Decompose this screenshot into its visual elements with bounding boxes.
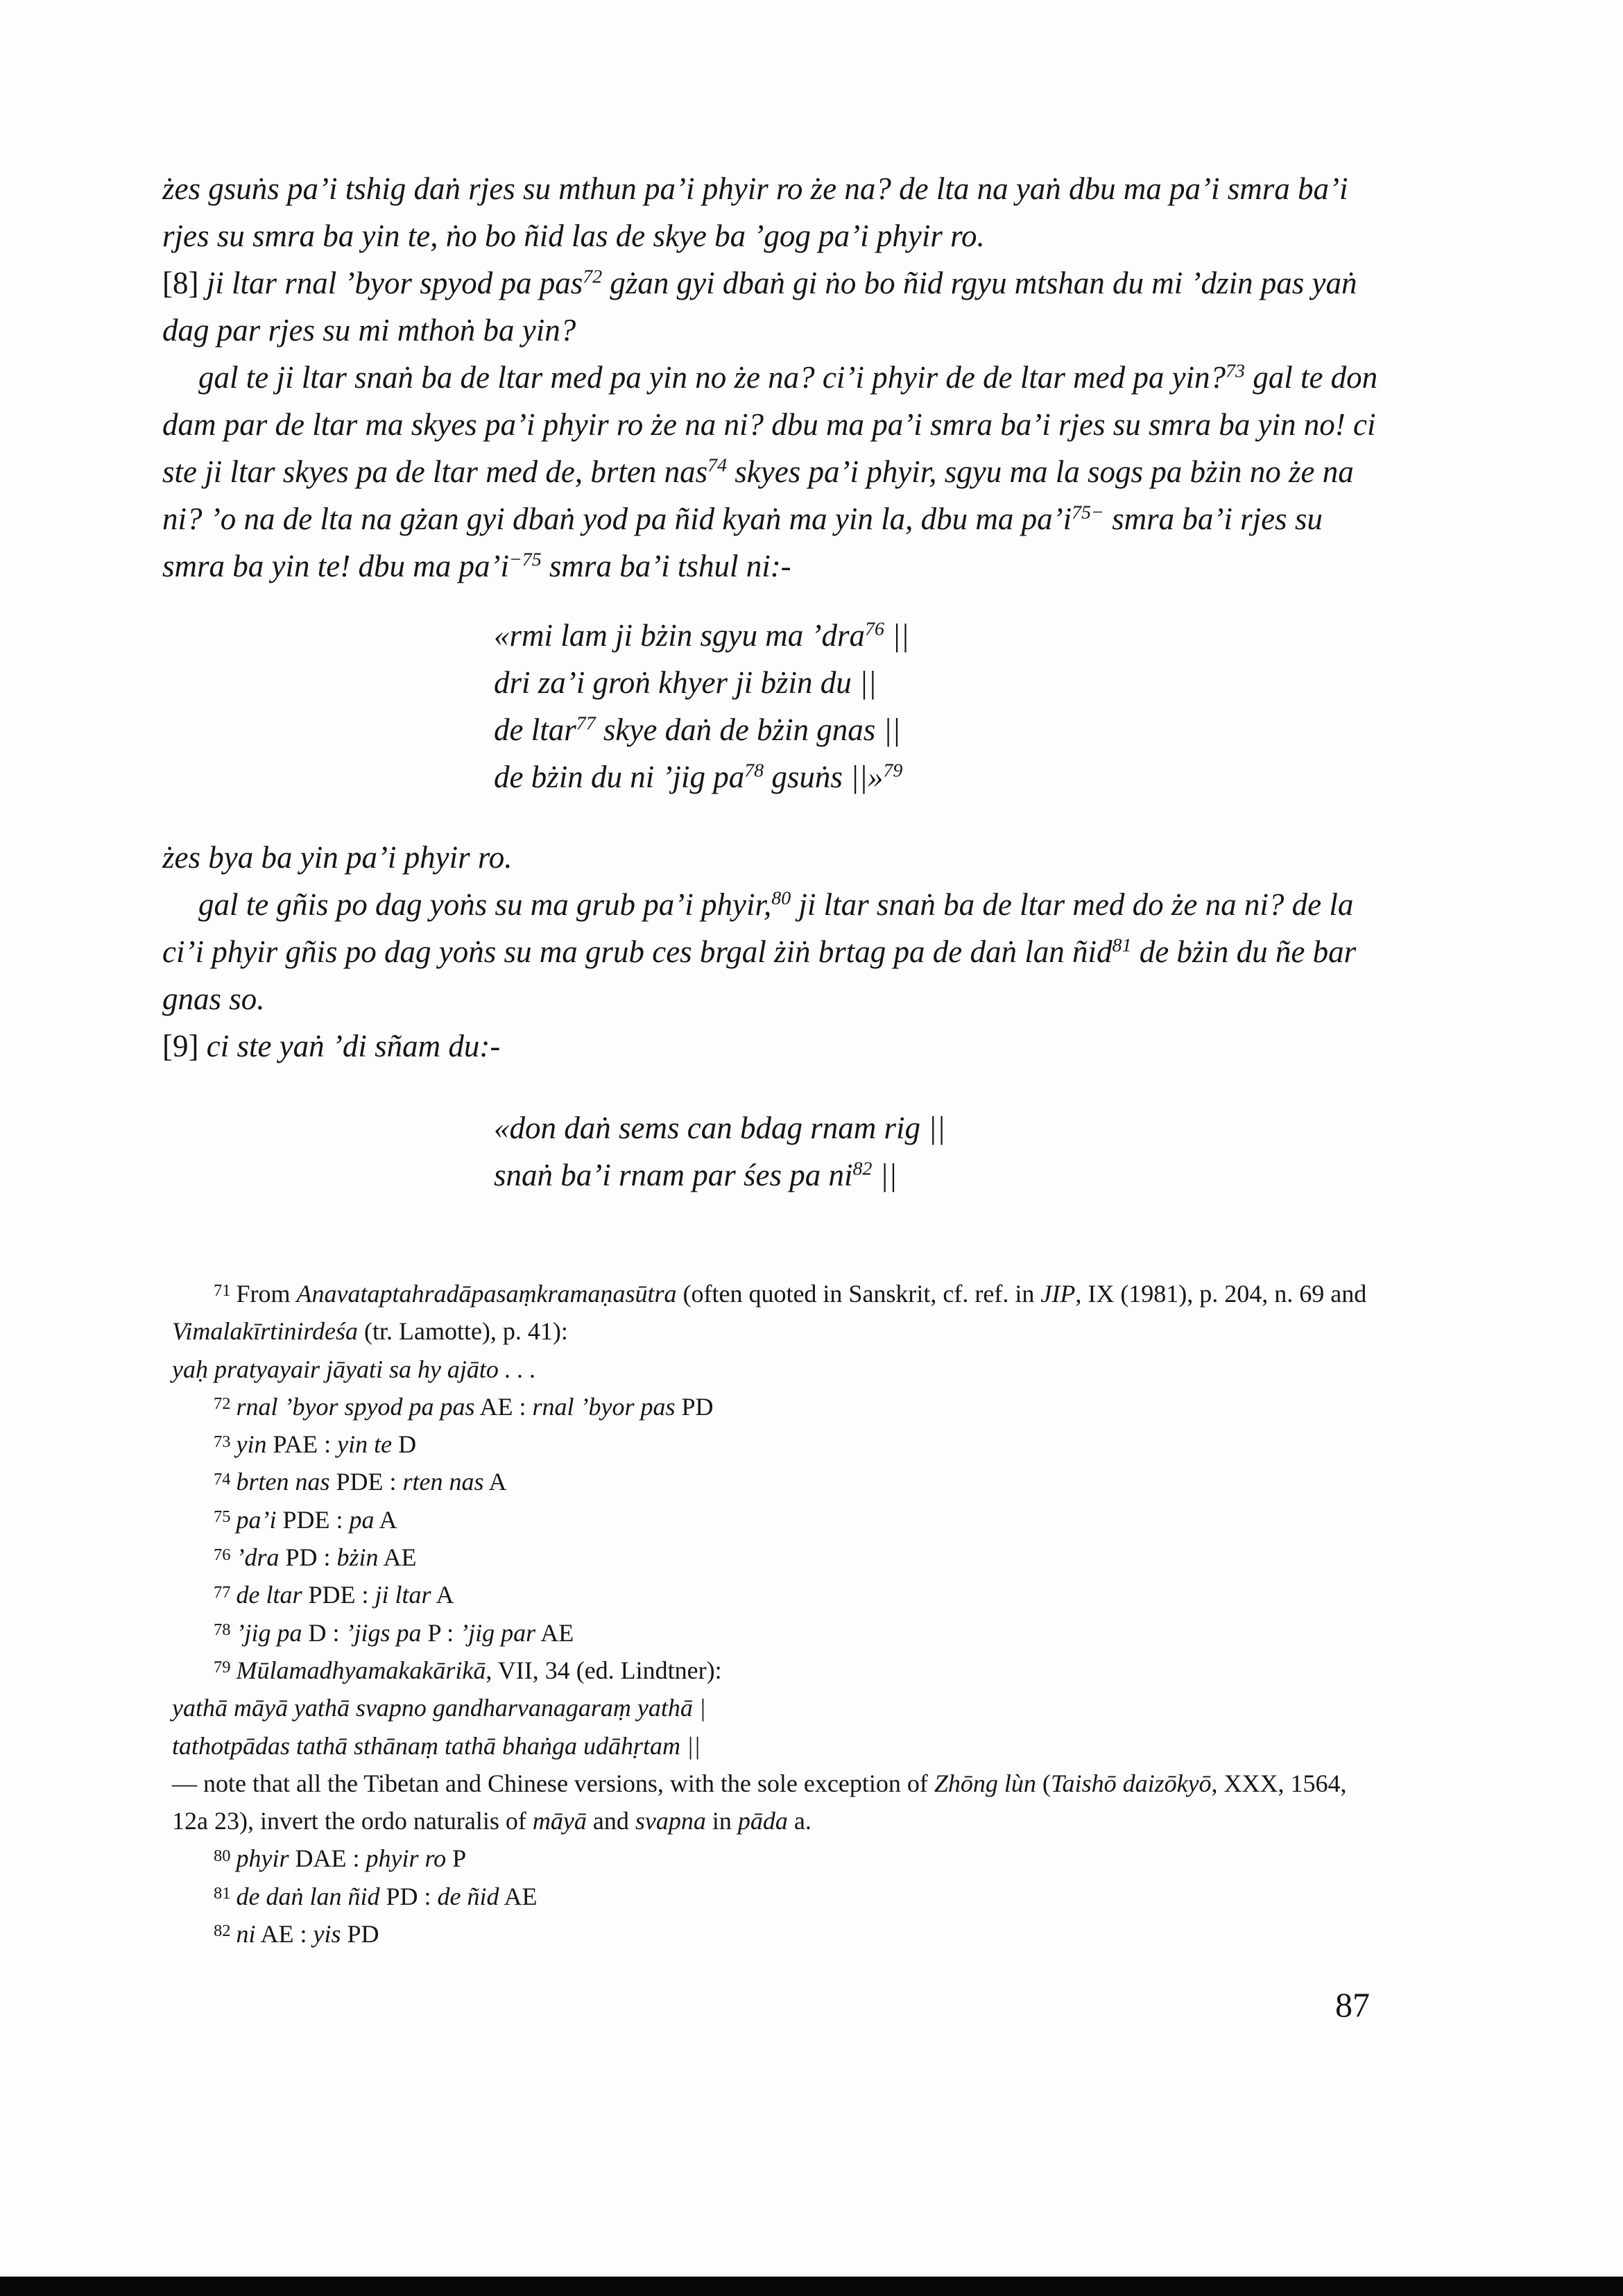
footnote-ref-82: 82: [852, 1158, 873, 1180]
footnote-72: $^{72}$ rnal ’byor spyod pa pas AE : rnal ’byor pas PD: [214, 1392, 714, 1421]
footnote-quote: tathotpādas tathā sthānaṃ tathā bhaṅga udāhṛtam ||: [172, 1731, 701, 1760]
footnote-78: $^{78}$ ’jig pa D : ’jigs pa P : ’jig par AE: [214, 1618, 574, 1647]
body-text-middle: [162, 834, 1383, 1070]
paragraph-2: gal te ji ltar snaṅ ba de ltar med pa yin no że na? ci’i phyir de de ltar med pa yin?$^{73}$ gal te don dam par de ltar ma skyes pa’i phyir ro że na ni? dbu ma pa’i smra ba’i rjes su smra ba yin no! ci ste ji ltar skyes pa de ltar med de, brten nas$^{74}$ skyes pa’i phyir, sgyu ma la sogs pa bżin no że na ni? ’o na de lta na gżan gyi dbaṅ yod pa ñid kyaṅ ma yin la, dbu ma $pa’i^{75-}$ smra ba’i rjes su smra ba yin te! dbu ma $pa’i^{-75}$ smra ba’i tshul ni:-: [162, 360, 1378, 583]
verse-line: de ltar$^{77}$ skye daṅ de bżin gnas ||: [494, 712, 901, 747]
footnote-quote: yathā māyā yathā svapno gandharvanagaraṃ yathā |: [172, 1694, 706, 1722]
footnote-76: $^{76}$ ’dra PD : bżin AE: [214, 1543, 417, 1572]
footnote-ref-77: 77: [576, 712, 596, 735]
footnote-ref-80: 80: [771, 887, 791, 909]
footnote-ref-75-end: −75: [508, 549, 542, 571]
verse-quote-2: [494, 1104, 1187, 1199]
footnote-ref-78: 78: [744, 760, 764, 782]
footnote-82: $^{82}$ ni AE : yis PD: [214, 1920, 379, 1948]
footnote-81: $^{81}$ de daṅ lan ñid PD : de ñid AE: [214, 1882, 538, 1910]
footnote-ref-74: 74: [707, 454, 728, 477]
footnote-71: $^{71}$ From Anavataptahradāpasaṃkramaṇasūtra (often quoted in Sanskrit, cf. ref. in JIP, IX (1981), p. 204, n. 69 and Vimalakīrtinirdeśa (tr. Lamotte), p. 41):: [172, 1280, 1367, 1346]
footnote-ref-75-start: 75−: [1072, 502, 1104, 524]
paragraph-1: żes gsuṅs pa’i tshig daṅ rjes su mthun pa’i phyir ro że na? de lta na yaṅ dbu ma pa’i smra ba’i rjes su smra ba yin te, ṅo bo ñid las de skye ba ’gog pa’i phyir ro.: [162, 171, 1348, 253]
body-text-top: [162, 165, 1383, 590]
paragraph-3: żes bya ba yin pa’i phyir ro.: [162, 840, 513, 875]
section-label-8: [8]: [162, 266, 199, 300]
footnote-ref-81: 81: [1112, 934, 1132, 957]
footnote-ref-79: 79: [883, 760, 903, 782]
footnote-73: $^{73}$ yin PAE : yin te D: [214, 1430, 417, 1459]
verse-line: «don daṅ sems can bdag rnam rig ||: [494, 1111, 945, 1145]
footnote-75: $^{75}$ pa’i PDE : pa A: [214, 1505, 397, 1534]
footnote-79: $^{79}$ Mūlamadhyamakakārikā, VII, 34 (ed. Lindtner):: [214, 1656, 722, 1684]
footnote-ref-73: 73: [1226, 360, 1245, 382]
page-number: 87: [1335, 1985, 1370, 2024]
footnote-77: $^{77}$ de ltar PDE : ji ltar A: [214, 1581, 454, 1609]
verse-quote-1: [494, 612, 1187, 800]
verse-line: de bżin du ni ’jig $pa^{78}$ gsuṅs ||»$^{79}$: [494, 760, 903, 794]
footnote-quote: yaḥ pratyayair jāyati sa hy ajāto . . .: [172, 1355, 536, 1383]
footnotes: [172, 1275, 1382, 1953]
section-9: [9] ci ste yaṅ ’di sñam du:-: [162, 1029, 501, 1063]
footnote-74: $^{74}$ brten nas PDE : rten nas A: [214, 1468, 507, 1496]
paragraph-4: gal te gñis po dag yoṅs su ma grub pa’i phyir,$^{80}$ ji ltar snaṅ ba de ltar med do że na ni? de la ci’i phyir gñis po dag yoṅs su ma grub ces brgal żiṅ brtag pa de daṅ lan ñid$^{81}$ de bżin du ñe bar gnas so.: [162, 887, 1357, 1016]
section-8: [8] ji ltar rnal ’byor spyod pa pas$^{72}$ gżan gyi dbaṅ gi ṅo bo ñid rgyu mtshan du mi ’dzin pas yaṅ dag par rjes su mi mthoṅ ba yin?: [162, 266, 1357, 348]
verse-line: snaṅ ba’i rnam par śes pa $ni^{82}$ ||: [494, 1158, 898, 1192]
footnote-ref-76: 76: [865, 618, 884, 640]
section-label-9: [9]: [162, 1029, 199, 1063]
footnote-ref-72: 72: [583, 266, 603, 288]
footnote-79-note: — note that all the Tibetan and Chinese versions, with the sole exception of Zhōng lùn (Taishō daizōkyō, XXX, 1564, 12a 23), invert the ordo naturalis of māyā and svapna in pāda a.: [172, 1769, 1347, 1835]
verse-line: dri za’i groṅ khyer ji bżin du ||: [494, 665, 877, 700]
footnote-80: $^{80}$ phyir DAE : phyir ro P: [214, 1844, 467, 1873]
scan-edge-bar: [0, 2277, 1623, 2296]
verse-line: «rmi lam ji bżin sgyu ma ’dra$^{76}$ ||: [494, 618, 909, 653]
